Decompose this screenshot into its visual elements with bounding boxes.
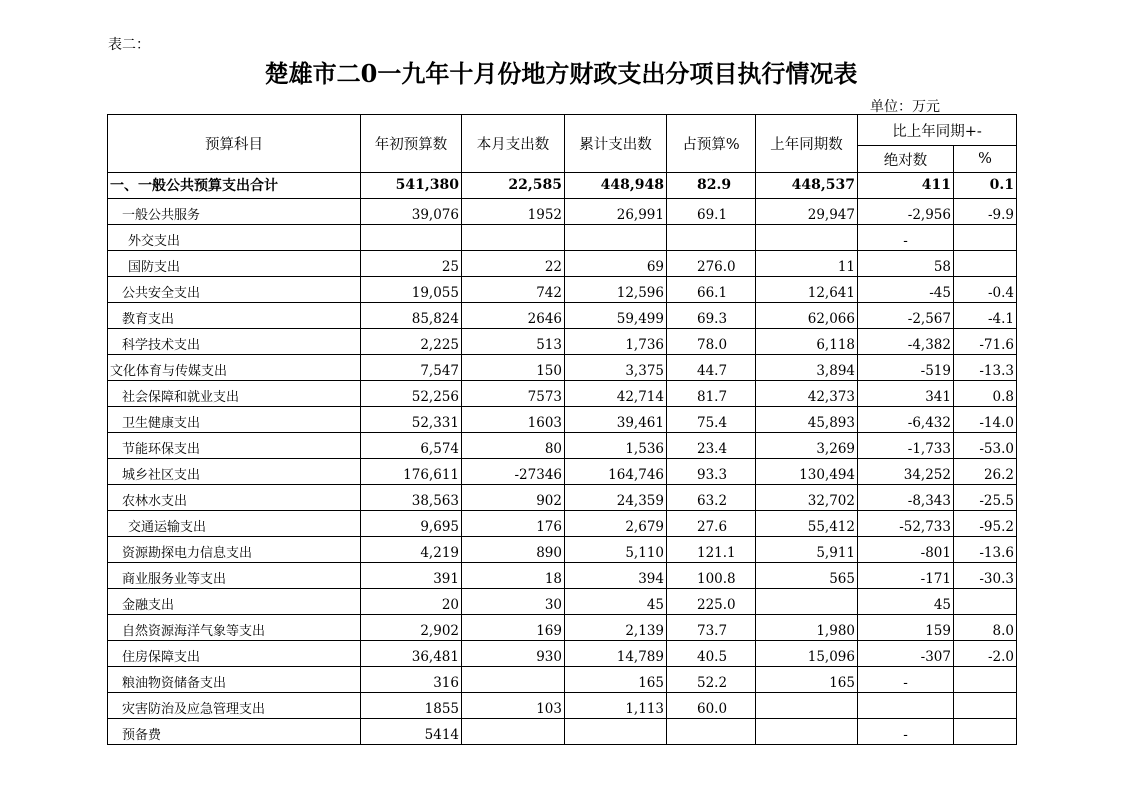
cell-absolute: -1,733 <box>858 433 954 459</box>
header-month: 本月支出数 <box>462 115 565 173</box>
header-cumulative: 累计支出数 <box>565 115 667 173</box>
cell-percent <box>954 693 1017 719</box>
header-percent: % <box>954 146 1017 173</box>
header-compare: 比上年同期+- <box>858 115 1017 146</box>
cell-percent: -14.0 <box>954 407 1017 433</box>
cell-ratio: 121.1 <box>667 537 756 563</box>
cell-percent <box>954 225 1017 251</box>
table-row <box>108 693 1017 719</box>
cell-budget: 39,076 <box>361 199 462 225</box>
cell-absolute: - <box>858 667 954 693</box>
cell-last-year: 448,537 <box>756 173 858 199</box>
cell-month: 1952 <box>462 199 565 225</box>
table-row <box>108 225 1017 251</box>
cell-budget: 52,256 <box>361 381 462 407</box>
cell-cumulative: 12,596 <box>565 277 667 303</box>
cell-ratio: 276.0 <box>667 251 756 277</box>
cell-ratio: 73.7 <box>667 615 756 641</box>
cell-percent: 0.1 <box>954 173 1017 199</box>
cell-month: 169 <box>462 615 565 641</box>
cell-cumulative: 448,948 <box>565 173 667 199</box>
cell-last-year: 3,269 <box>756 433 858 459</box>
cell-ratio: 225.0 <box>667 589 756 615</box>
cell-absolute: -801 <box>858 537 954 563</box>
cell-month: 930 <box>462 641 565 667</box>
cell-last-year: 5,911 <box>756 537 858 563</box>
cell-subject: 预备费 <box>108 719 361 745</box>
header-absolute: 绝对数 <box>858 146 954 173</box>
cell-month: 18 <box>462 563 565 589</box>
cell-cumulative: 39,461 <box>565 407 667 433</box>
cell-budget: 391 <box>361 563 462 589</box>
cell-cumulative: 165 <box>565 667 667 693</box>
cell-subject: 教育支出 <box>108 303 361 329</box>
cell-last-year <box>756 719 858 745</box>
cell-month <box>462 667 565 693</box>
cell-subject: 节能环保支出 <box>108 433 361 459</box>
cell-budget <box>361 225 462 251</box>
table-row <box>108 641 1017 667</box>
unit-label: 单位：万元 <box>870 99 940 115</box>
header-ratio: 占预算% <box>667 115 756 173</box>
table-row <box>108 615 1017 641</box>
table-row <box>108 459 1017 485</box>
cell-percent: -53.0 <box>954 433 1017 459</box>
cell-percent: 0.8 <box>954 381 1017 407</box>
table-row <box>108 667 1017 693</box>
cell-subject: 住房保障支出 <box>108 641 361 667</box>
cell-budget: 20 <box>361 589 462 615</box>
cell-budget: 5414 <box>361 719 462 745</box>
cell-last-year: 15,096 <box>756 641 858 667</box>
table-row <box>108 563 1017 589</box>
cell-subject: 科学技术支出 <box>108 329 361 355</box>
table-row <box>108 277 1017 303</box>
cell-budget: 52,331 <box>361 407 462 433</box>
cell-last-year: 32,702 <box>756 485 858 511</box>
cell-subject: 金融支出 <box>108 589 361 615</box>
cell-absolute <box>858 693 954 719</box>
cell-month: 742 <box>462 277 565 303</box>
cell-subject: 国防支出 <box>108 251 361 277</box>
cell-absolute: -45 <box>858 277 954 303</box>
table-row <box>108 355 1017 381</box>
cell-absolute: -171 <box>858 563 954 589</box>
table-row <box>108 433 1017 459</box>
table-row <box>108 589 1017 615</box>
cell-month: 176 <box>462 511 565 537</box>
cell-ratio: 27.6 <box>667 511 756 537</box>
table-row <box>108 381 1017 407</box>
cell-ratio: 93.3 <box>667 459 756 485</box>
cell-budget: 19,055 <box>361 277 462 303</box>
cell-ratio: 52.2 <box>667 667 756 693</box>
cell-cumulative: 1,736 <box>565 329 667 355</box>
cell-cumulative: 14,789 <box>565 641 667 667</box>
table-row <box>108 537 1017 563</box>
cell-ratio: 78.0 <box>667 329 756 355</box>
cell-cumulative: 5,110 <box>565 537 667 563</box>
cell-absolute: 341 <box>858 381 954 407</box>
cell-percent: -2.0 <box>954 641 1017 667</box>
cell-month: 902 <box>462 485 565 511</box>
cell-budget: 176,611 <box>361 459 462 485</box>
cell-ratio: 63.2 <box>667 485 756 511</box>
cell-month: 103 <box>462 693 565 719</box>
cell-percent <box>954 667 1017 693</box>
cell-last-year: 12,641 <box>756 277 858 303</box>
cell-ratio: 44.7 <box>667 355 756 381</box>
cell-month: 1603 <box>462 407 565 433</box>
cell-ratio: 40.5 <box>667 641 756 667</box>
table-row <box>108 407 1017 433</box>
table-row <box>108 251 1017 277</box>
table-row <box>108 485 1017 511</box>
table-row <box>108 303 1017 329</box>
cell-subject: 灾害防治及应急管理支出 <box>108 693 361 719</box>
cell-absolute: -8,343 <box>858 485 954 511</box>
cell-cumulative: 164,746 <box>565 459 667 485</box>
cell-ratio: 66.1 <box>667 277 756 303</box>
cell-cumulative: 45 <box>565 589 667 615</box>
cell-cumulative: 42,714 <box>565 381 667 407</box>
cell-subject: 一、一般公共预算支出合计 <box>108 173 361 199</box>
cell-last-year <box>756 225 858 251</box>
cell-percent: -4.1 <box>954 303 1017 329</box>
cell-last-year: 3,894 <box>756 355 858 381</box>
header-budget: 年初预算数 <box>361 115 462 173</box>
cell-percent <box>954 589 1017 615</box>
cell-subject: 公共安全支出 <box>108 277 361 303</box>
cell-absolute: -6,432 <box>858 407 954 433</box>
cell-ratio: 23.4 <box>667 433 756 459</box>
cell-last-year: 45,893 <box>756 407 858 433</box>
cell-last-year: 1,980 <box>756 615 858 641</box>
table-row <box>108 199 1017 225</box>
cell-budget: 6,574 <box>361 433 462 459</box>
cell-cumulative: 3,375 <box>565 355 667 381</box>
cell-subject: 卫生健康支出 <box>108 407 361 433</box>
cell-last-year: 130,494 <box>756 459 858 485</box>
cell-subject: 商业服务业等支出 <box>108 563 361 589</box>
cell-month: 2646 <box>462 303 565 329</box>
cell-absolute: 58 <box>858 251 954 277</box>
cell-budget: 4,219 <box>361 537 462 563</box>
cell-cumulative: 69 <box>565 251 667 277</box>
cell-subject: 自然资源海洋气象等支出 <box>108 615 361 641</box>
page-title: 楚雄市二0一九年十月份地方财政支出分项目执行情况表 <box>264 59 858 88</box>
cell-budget: 316 <box>361 667 462 693</box>
cell-percent: -13.3 <box>954 355 1017 381</box>
cell-budget: 2,225 <box>361 329 462 355</box>
cell-percent: -13.6 <box>954 537 1017 563</box>
cell-absolute: 45 <box>858 589 954 615</box>
cell-budget: 25 <box>361 251 462 277</box>
cell-subject: 城乡社区支出 <box>108 459 361 485</box>
cell-ratio: 75.4 <box>667 407 756 433</box>
cell-month: 80 <box>462 433 565 459</box>
cell-last-year: 165 <box>756 667 858 693</box>
cell-absolute: -2,956 <box>858 199 954 225</box>
cell-subject: 交通运输支出 <box>108 511 361 537</box>
cell-last-year <box>756 693 858 719</box>
cell-subject: 资源勘探电力信息支出 <box>108 537 361 563</box>
cell-cumulative: 1,113 <box>565 693 667 719</box>
cell-budget: 36,481 <box>361 641 462 667</box>
header-last-year: 上年同期数 <box>756 115 858 173</box>
cell-absolute: 159 <box>858 615 954 641</box>
cell-cumulative: 2,679 <box>565 511 667 537</box>
cell-cumulative <box>565 719 667 745</box>
cell-month: 22,585 <box>462 173 565 199</box>
cell-month: 890 <box>462 537 565 563</box>
cell-absolute: 411 <box>858 173 954 199</box>
cell-absolute: -4,382 <box>858 329 954 355</box>
cell-subject: 农林水支出 <box>108 485 361 511</box>
table-label: 表二： <box>108 37 150 53</box>
cell-ratio: 100.8 <box>667 563 756 589</box>
cell-subject: 外交支出 <box>108 225 361 251</box>
cell-absolute: -2,567 <box>858 303 954 329</box>
cell-month: 30 <box>462 589 565 615</box>
cell-absolute: -52,733 <box>858 511 954 537</box>
cell-budget: 541,380 <box>361 173 462 199</box>
cell-month <box>462 225 565 251</box>
cell-cumulative: 394 <box>565 563 667 589</box>
cell-percent: -95.2 <box>954 511 1017 537</box>
cell-absolute: - <box>858 225 954 251</box>
cell-percent: -0.4 <box>954 277 1017 303</box>
total-row <box>108 173 1017 199</box>
cell-ratio <box>667 719 756 745</box>
cell-cumulative: 24,359 <box>565 485 667 511</box>
cell-month: 7573 <box>462 381 565 407</box>
cell-budget: 1855 <box>361 693 462 719</box>
cell-budget: 38,563 <box>361 485 462 511</box>
cell-absolute: 34,252 <box>858 459 954 485</box>
cell-month: 513 <box>462 329 565 355</box>
cell-month: -27346 <box>462 459 565 485</box>
cell-budget: 85,824 <box>361 303 462 329</box>
header-subject: 预算科目 <box>108 115 361 173</box>
cell-last-year: 55,412 <box>756 511 858 537</box>
cell-percent: -30.3 <box>954 563 1017 589</box>
cell-percent <box>954 251 1017 277</box>
cell-budget: 2,902 <box>361 615 462 641</box>
cell-ratio <box>667 225 756 251</box>
cell-last-year: 62,066 <box>756 303 858 329</box>
cell-last-year: 11 <box>756 251 858 277</box>
cell-absolute: -307 <box>858 641 954 667</box>
cell-budget: 9,695 <box>361 511 462 537</box>
cell-ratio: 81.7 <box>667 381 756 407</box>
cell-subject: 粮油物资储备支出 <box>108 667 361 693</box>
cell-ratio: 82.9 <box>667 173 756 199</box>
cell-ratio: 60.0 <box>667 693 756 719</box>
cell-cumulative: 1,536 <box>565 433 667 459</box>
cell-month <box>462 719 565 745</box>
cell-month: 22 <box>462 251 565 277</box>
cell-cumulative <box>565 225 667 251</box>
cell-last-year: 42,373 <box>756 381 858 407</box>
cell-last-year: 29,947 <box>756 199 858 225</box>
cell-absolute: - <box>858 719 954 745</box>
cell-percent: -71.6 <box>954 329 1017 355</box>
cell-last-year <box>756 589 858 615</box>
cell-percent <box>954 719 1017 745</box>
cell-subject: 一般公共服务 <box>108 199 361 225</box>
cell-ratio: 69.1 <box>667 199 756 225</box>
cell-last-year: 565 <box>756 563 858 589</box>
cell-month: 150 <box>462 355 565 381</box>
cell-percent: 8.0 <box>954 615 1017 641</box>
expenditure-table <box>107 114 1017 745</box>
cell-percent: -9.9 <box>954 199 1017 225</box>
cell-subject: 文化体育与传媒支出 <box>108 355 361 381</box>
cell-percent: 26.2 <box>954 459 1017 485</box>
cell-budget: 7,547 <box>361 355 462 381</box>
cell-percent: -25.5 <box>954 485 1017 511</box>
cell-absolute: -519 <box>858 355 954 381</box>
cell-cumulative: 2,139 <box>565 615 667 641</box>
cell-ratio: 69.3 <box>667 303 756 329</box>
cell-last-year: 6,118 <box>756 329 858 355</box>
cell-cumulative: 59,499 <box>565 303 667 329</box>
cell-subject: 社会保障和就业支出 <box>108 381 361 407</box>
table-row <box>108 719 1017 745</box>
table-row <box>108 329 1017 355</box>
cell-cumulative: 26,991 <box>565 199 667 225</box>
table-row <box>108 511 1017 537</box>
